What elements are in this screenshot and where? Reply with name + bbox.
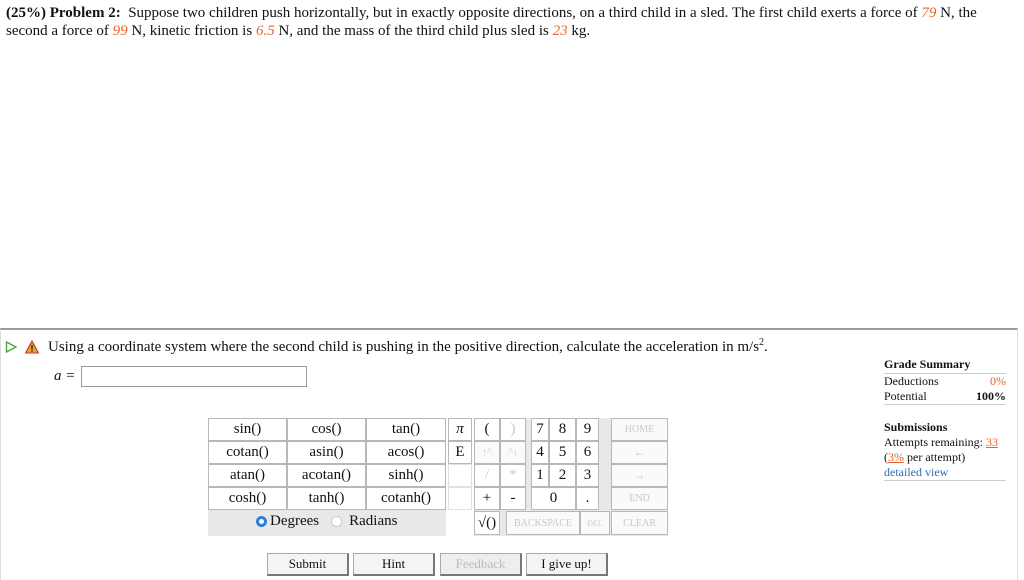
digit-0-key[interactable]: 0 bbox=[531, 487, 576, 510]
potential-label: Potential bbox=[884, 389, 927, 403]
question-text: Using a coordinate system where the second child is pushing in the positive direction, calculate the acceleration in $m/s^2$. bbox=[48, 337, 768, 355]
digit-5-key[interactable]: 5 bbox=[549, 441, 576, 464]
tan-key[interactable]: tan() bbox=[366, 418, 446, 441]
digit-3-key[interactable]: 3 bbox=[576, 464, 599, 487]
power-down-key[interactable]: ^↓ bbox=[500, 441, 526, 464]
cotanh-key[interactable]: cotanh() bbox=[366, 487, 446, 510]
minus-key[interactable]: - bbox=[500, 487, 526, 510]
clear-key[interactable]: CLEAR bbox=[611, 511, 668, 535]
decimal-key[interactable]: . bbox=[576, 487, 599, 510]
multiply-key[interactable]: * bbox=[500, 464, 526, 487]
sin-key[interactable]: sin() bbox=[208, 418, 287, 441]
attempts-label: Attempts remaining: bbox=[884, 435, 983, 449]
cotan-key[interactable]: cotan() bbox=[208, 441, 287, 464]
acotan-key[interactable]: acotan() bbox=[287, 464, 366, 487]
digit-4-key[interactable]: 4 bbox=[531, 441, 549, 464]
friction-value: 6.5 bbox=[255, 23, 275, 39]
hint-button[interactable]: Hint bbox=[353, 553, 435, 576]
degrees-label: Degrees bbox=[270, 513, 320, 529]
radians-radio[interactable] bbox=[331, 516, 342, 527]
left-paren-key[interactable]: ( bbox=[474, 418, 500, 441]
warning-icon bbox=[25, 340, 39, 354]
problem-prefix: (25%) Problem 2: bbox=[6, 5, 121, 21]
plus-key[interactable]: + bbox=[474, 487, 500, 510]
pi-key[interactable]: π bbox=[448, 418, 472, 441]
grade-summary-title: Grade Summary bbox=[884, 357, 1006, 374]
digit-6-key[interactable]: 6 bbox=[576, 441, 599, 464]
end-key[interactable]: END bbox=[611, 487, 668, 510]
math-keypad bbox=[208, 418, 668, 536]
e-key[interactable]: E bbox=[448, 441, 472, 464]
digit-2-key[interactable]: 2 bbox=[549, 464, 576, 487]
blank-key bbox=[448, 464, 472, 487]
feedback-button[interactable]: Feedback bbox=[440, 553, 522, 576]
answer-row bbox=[54, 366, 307, 387]
right-arrow-key[interactable]: → bbox=[611, 464, 668, 487]
radians-label: Radians bbox=[349, 513, 398, 529]
delete-key[interactable]: DEL bbox=[580, 511, 610, 535]
left-arrow-key[interactable]: ← bbox=[611, 441, 668, 464]
submissions-title: Submissions bbox=[884, 420, 948, 434]
tanh-key[interactable]: tanh() bbox=[287, 487, 366, 510]
detailed-view-link[interactable]: detailed view bbox=[884, 465, 1006, 481]
blank-key bbox=[448, 487, 472, 510]
submit-button[interactable]: Submit bbox=[267, 553, 349, 576]
digit-1-key[interactable]: 1 bbox=[531, 464, 549, 487]
degrees-radio[interactable] bbox=[256, 516, 267, 527]
deductions-value: 0% bbox=[990, 374, 1006, 388]
give-up-button[interactable]: I give up! bbox=[526, 553, 608, 576]
divide-key[interactable]: / bbox=[474, 464, 500, 487]
answer-label: a = bbox=[54, 368, 76, 384]
sinh-key[interactable]: sinh() bbox=[366, 464, 446, 487]
attempts-value: 33 bbox=[985, 435, 998, 449]
cosh-key[interactable]: cosh() bbox=[208, 487, 287, 510]
mass-value: 23 bbox=[552, 23, 568, 39]
grade-summary bbox=[884, 357, 1006, 405]
digit-7-key[interactable]: 7 bbox=[531, 418, 549, 441]
digit-8-key[interactable]: 8 bbox=[549, 418, 576, 441]
home-key[interactable]: HOME bbox=[611, 418, 668, 441]
digit-9-key[interactable]: 9 bbox=[576, 418, 599, 441]
atan-key[interactable]: atan() bbox=[208, 464, 287, 487]
potential-value: 100% bbox=[976, 389, 1006, 403]
power-up-key[interactable]: ↑^ bbox=[474, 441, 500, 464]
force-2-value: 99 bbox=[112, 23, 128, 39]
right-paren-key[interactable]: ) bbox=[500, 418, 526, 441]
asin-key[interactable]: asin() bbox=[287, 441, 366, 464]
acos-key[interactable]: acos() bbox=[366, 441, 446, 464]
force-1-value: 79 bbox=[921, 5, 937, 21]
expand-play-icon[interactable] bbox=[5, 341, 17, 353]
question-header bbox=[5, 337, 768, 356]
problem-statement: (25%) Problem 2: Suppose two children push horizontally, but in exactly opposite directions, on a third child in a sled. The first child exerts a force of 79 N, the second a force of 99 N, kinetic friction is 6.5 N, and the mass of the third child plus sled is 23 kg. bbox=[6, 5, 977, 39]
backspace-key[interactable]: BACKSPACE bbox=[506, 511, 580, 535]
question-panel bbox=[0, 328, 1018, 580]
answer-input[interactable] bbox=[81, 366, 307, 387]
sqrt-key[interactable]: √() bbox=[474, 511, 500, 535]
cos-key[interactable]: cos() bbox=[287, 418, 366, 441]
angle-mode bbox=[256, 513, 397, 530]
submissions: Submissions Attempts remaining: 33 (3% per attempt) detailed view bbox=[884, 420, 1006, 481]
deductions-label: Deductions bbox=[884, 374, 939, 388]
per-attempt-value: 3% bbox=[888, 450, 904, 464]
